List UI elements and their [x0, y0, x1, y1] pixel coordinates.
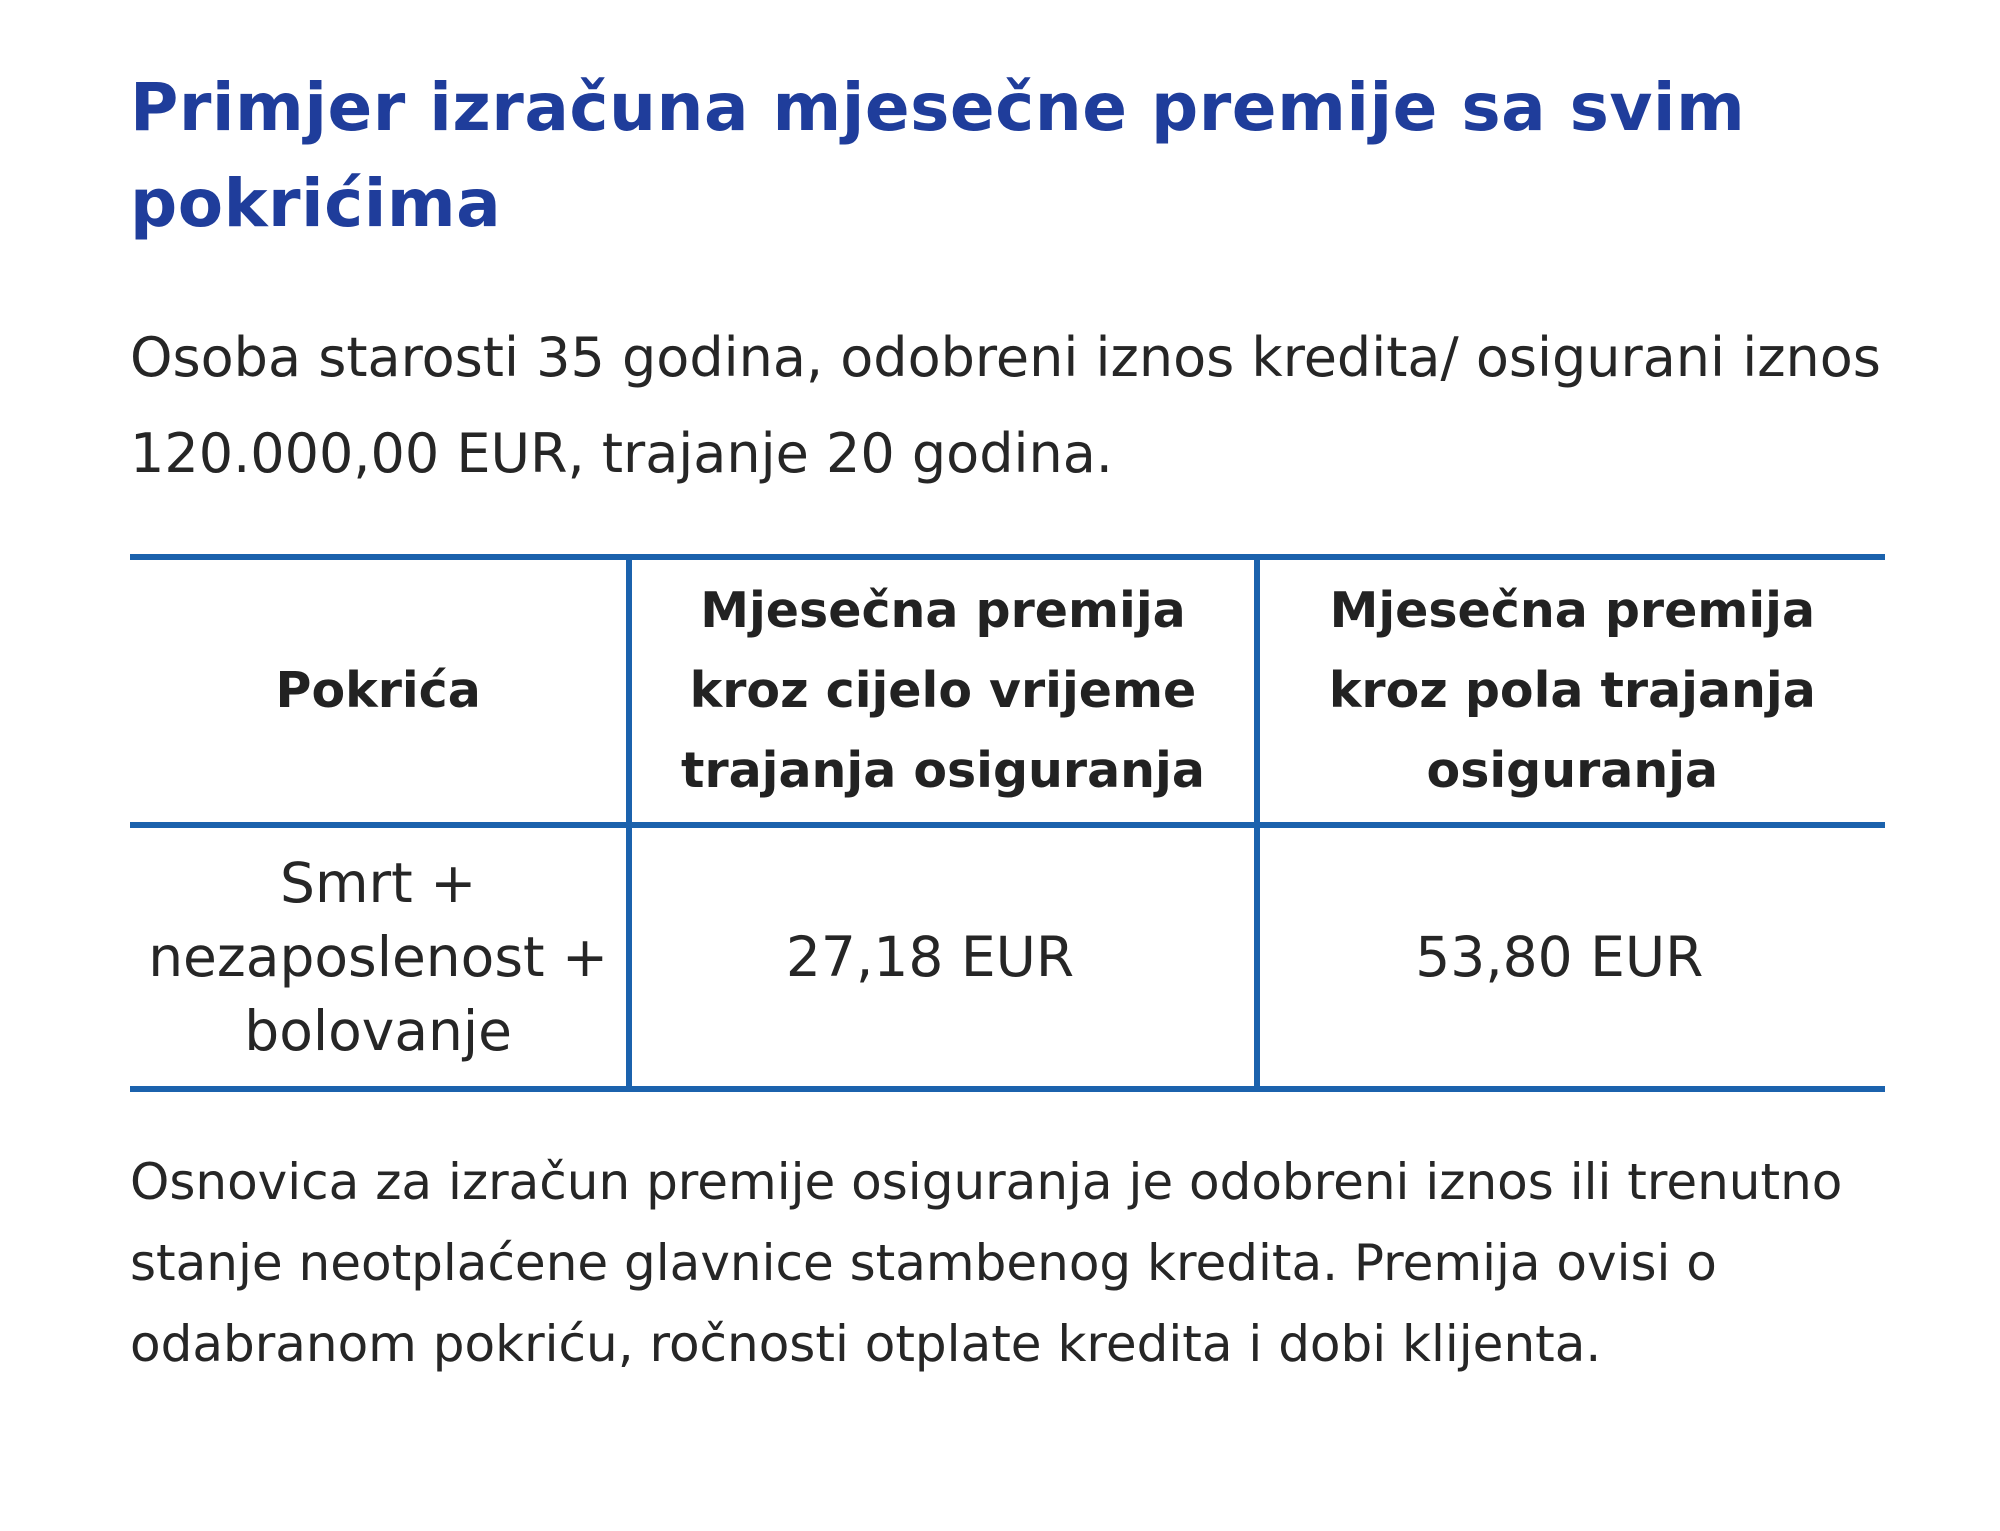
- full-term-premium-cell: 27,18 EUR: [629, 825, 1256, 1089]
- premium-example-section: [130, 60, 1890, 1385]
- premium-table: [130, 554, 1885, 1092]
- table-header-row: [130, 557, 1885, 825]
- example-description: Osoba starosti 35 godina, odobreni iznos kredita/ osigurani iznos 120.000,00 EUR, trajanje 20 godina.: [130, 326, 1881, 485]
- header-half-term-premium: Mjesečna premija kroz pola trajanja osiguranja: [1257, 557, 1885, 825]
- cover-cell: Smrt + nezaposlenost + bolovanje: [148, 851, 609, 1063]
- half-term-premium-cell: 53,80 EUR: [1257, 825, 1885, 1089]
- header-cover: Pokrića: [130, 557, 629, 825]
- header-full-term-premium: Mjesečna premija kroz cijelo vrijeme trajanja osiguranja: [629, 557, 1256, 825]
- table-row: [130, 825, 1885, 1089]
- page-title: Primjer izračuna mjesečne premije sa svim pokrićima: [130, 69, 1746, 242]
- calculation-note: Osnovica za izračun premije osiguranja je odobreni iznos ili trenutno stanje neotplaćene glavnice stambenog kredita. Premija ovisi o odabranom pokriću, ročnosti otplate kredita i dobi klijenta.: [130, 1153, 1843, 1373]
